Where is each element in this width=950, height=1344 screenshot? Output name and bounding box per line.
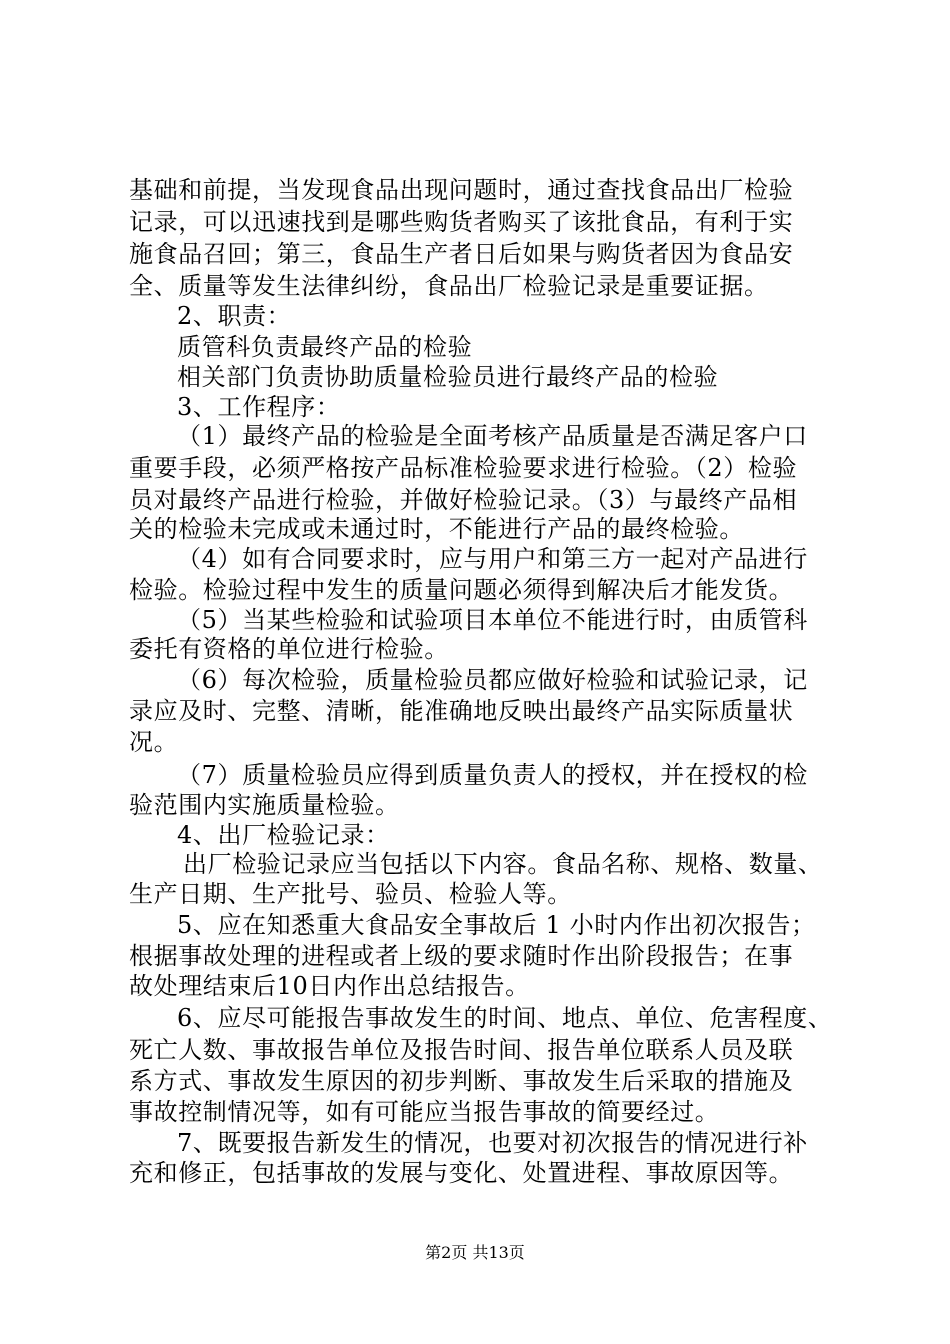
text-line: 验范围内实施质量检验。 (129, 791, 400, 819)
text-line: 质管科负责最终产品的检验 (177, 333, 473, 361)
text-line: 基础和前提，当发现食品出现问题时，通过查找食品出厂检验 (129, 176, 794, 204)
text-line: 施食品召回；第三，食品生产者日后如果与购货者因为食品安 (129, 240, 794, 268)
text-line: 根据事故处理的进程或者上级的要求随时作出阶段报告；在事 (129, 942, 794, 970)
text-line: （6）每次检验，质量检验员都应做好检验和试验记录，记 (177, 666, 808, 694)
text-line: 生产日期、生产批号、验员、检验人等。 (129, 880, 572, 908)
text-line: 关的检验未完成或未通过时，不能进行产品的最终检验。 (129, 515, 744, 543)
text-line: 录应及时、完整、清晰，能准确地反映出最终产品实际质量状 (129, 697, 794, 725)
section-heading: 2、职责： (177, 302, 292, 330)
text-line: 相关部门负责协助质量检验员进行最终产品的检验 (177, 363, 719, 391)
text-line: 7、既要报告新发生的情况，也要对初次报告的情况进行补 (177, 1129, 808, 1157)
text-line: 6、应尽可能报告事故发生的时间、地点、单位、危害程度、 (177, 1004, 833, 1032)
text-line: 死亡人数、事故报告单位及报告时间、报告单位联系人员及联 (129, 1036, 794, 1064)
text-line: 5、应在知悉重大食品安全事故后 1 小时内作出初次报告； (177, 911, 816, 939)
text-line: 全、质量等发生法律纠纷，食品出厂检验记录是重要证据。 (129, 272, 769, 300)
text-line: （4）如有合同要求时，应与用户和第三方一起对产品进行 (177, 545, 808, 573)
text-line: 事故控制情况等，如有可能应当报告事故的简要经过。 (129, 1098, 720, 1126)
text-line: （1）最终产品的检验是全面考核产品质量是否满足客户口 (177, 422, 808, 450)
text-line: （5）当某些检验和试验项目本单位不能进行时，由质管科 (177, 606, 808, 634)
section-heading: 3、工作程序： (177, 393, 341, 421)
page-footer: 第2页 共13页 (425, 1243, 525, 1262)
section-heading: 4、出厂检验记录： (177, 821, 390, 849)
text-line: 员对最终产品进行检验，并做好检验记录。（3）与最终产品相 (129, 486, 798, 514)
text-line: 检验。检验过程中发生的质量问题必须得到解决后才能发货。 (129, 576, 794, 604)
text-line: 重要手段，必须严格按产品标准检验要求进行检验。（2）检验 (129, 454, 798, 482)
text-line: 出厂检验记录应当包括以下内容。食品名称、规格、数量、 (183, 850, 823, 878)
text-line: 充和修正，包括事故的发展与变化、处置进程、事故原因等。 (129, 1159, 794, 1187)
text-line: 故处理结束后10日内作出总结报告。 (129, 972, 530, 1000)
text-line: 系方式、事故发生原因的初步判断、事故发生后采取的措施及 (129, 1067, 794, 1095)
text-line: 况。 (129, 728, 179, 756)
text-line: 记录，可以迅速找到是哪些购货者购买了该批食品，有利于实 (129, 208, 794, 236)
text-line: 委托有资格的单位进行检验。 (129, 635, 449, 663)
text-line: （7）质量检验员应得到质量负责人的授权，并在授权的检 (177, 761, 808, 789)
